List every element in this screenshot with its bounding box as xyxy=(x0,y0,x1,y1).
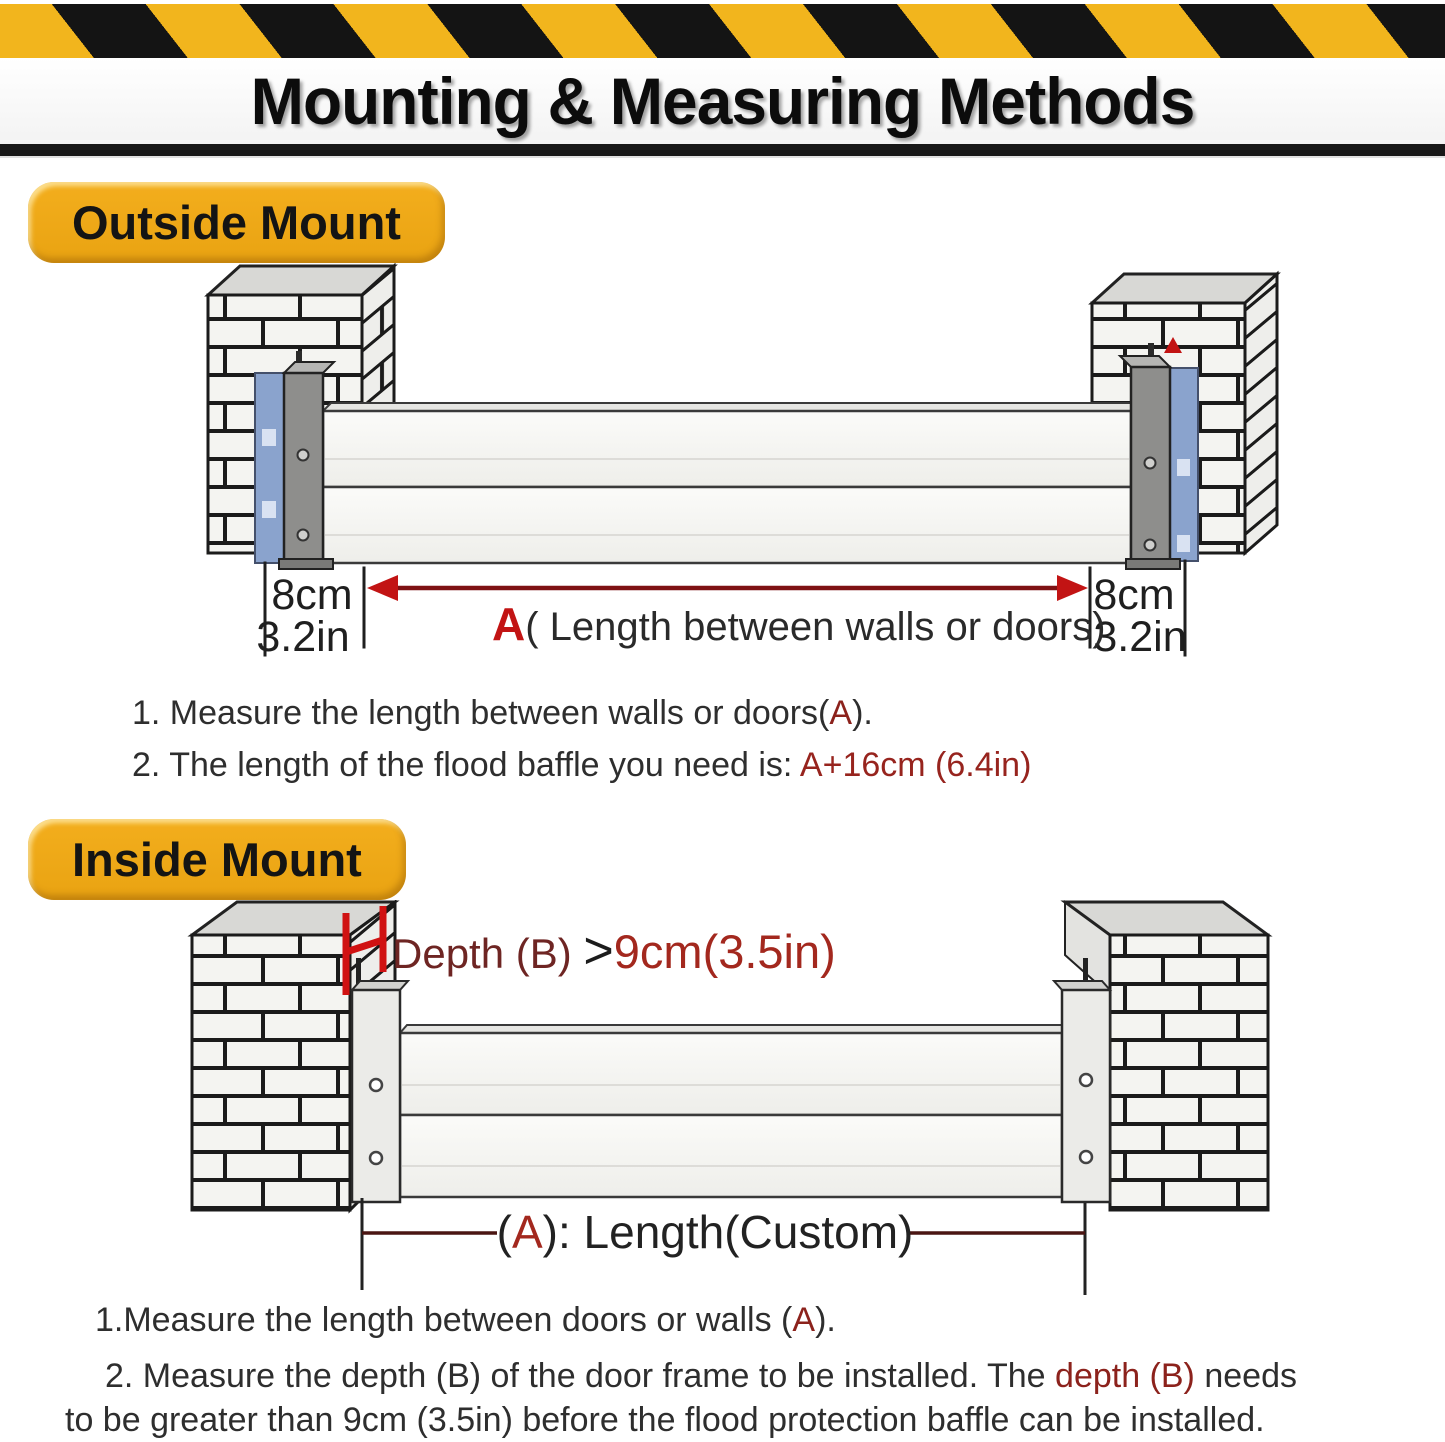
inside-step-2-line-2: to be greater than 9cm (3.5in) before the flood protection baffle can be installed. xyxy=(65,1401,1265,1439)
outside-right-channel xyxy=(1120,337,1198,569)
hazard-banner xyxy=(0,0,1445,158)
inside-mount-badge: Inside Mount xyxy=(28,819,406,900)
inside-dimension xyxy=(362,1198,1085,1295)
outside-step-2: 2. The length of the flood baffle you need is: A+16cm (6.4in) xyxy=(132,746,1032,784)
hazard-stripes xyxy=(0,0,1445,58)
flood-barrier-planks-inside xyxy=(400,1025,1069,1197)
dim-left-in: 3.2in xyxy=(256,613,350,661)
title-band xyxy=(0,58,1445,144)
length-label: (A): Length(Custom) xyxy=(496,1206,914,1258)
inside-step-1: 1.Measure the length between doors or walls (A). xyxy=(95,1301,836,1339)
outside-left-channel xyxy=(255,351,334,569)
page-title: Mounting & Measuring Methods xyxy=(250,64,1195,138)
inside-right-channel xyxy=(1054,958,1110,1202)
outside-instructions xyxy=(132,687,1405,791)
flood-barrier-planks xyxy=(323,403,1139,563)
inside-step-2-line-1: 2. Measure the depth (B) of the door frame to be installed. The depth (B) needs xyxy=(105,1357,1297,1395)
inside-instructions xyxy=(65,1298,1405,1442)
arrowhead-left-icon xyxy=(367,575,398,601)
span-length-label: A( Length between walls or doors) xyxy=(492,598,1106,650)
arrowhead-right-icon xyxy=(1057,575,1088,601)
outside-mount-badge: Outside Mount xyxy=(28,182,445,263)
outside-dimension xyxy=(256,561,1186,661)
banner-divider-bar xyxy=(0,144,1445,156)
outside-mount-diagram xyxy=(0,263,1445,663)
outside-step-1: 1. Measure the length between walls or doors(A). xyxy=(132,694,873,732)
depth-label: Depth (B) >9cm(3.5in) xyxy=(392,922,836,980)
dim-left-cm: 8cm xyxy=(271,571,353,619)
dim-right-in: 3.2in xyxy=(1093,613,1187,661)
dim-right-cm: 8cm xyxy=(1093,571,1175,619)
inside-mount-diagram xyxy=(0,900,1445,1298)
inside-left-channel xyxy=(352,958,408,1202)
